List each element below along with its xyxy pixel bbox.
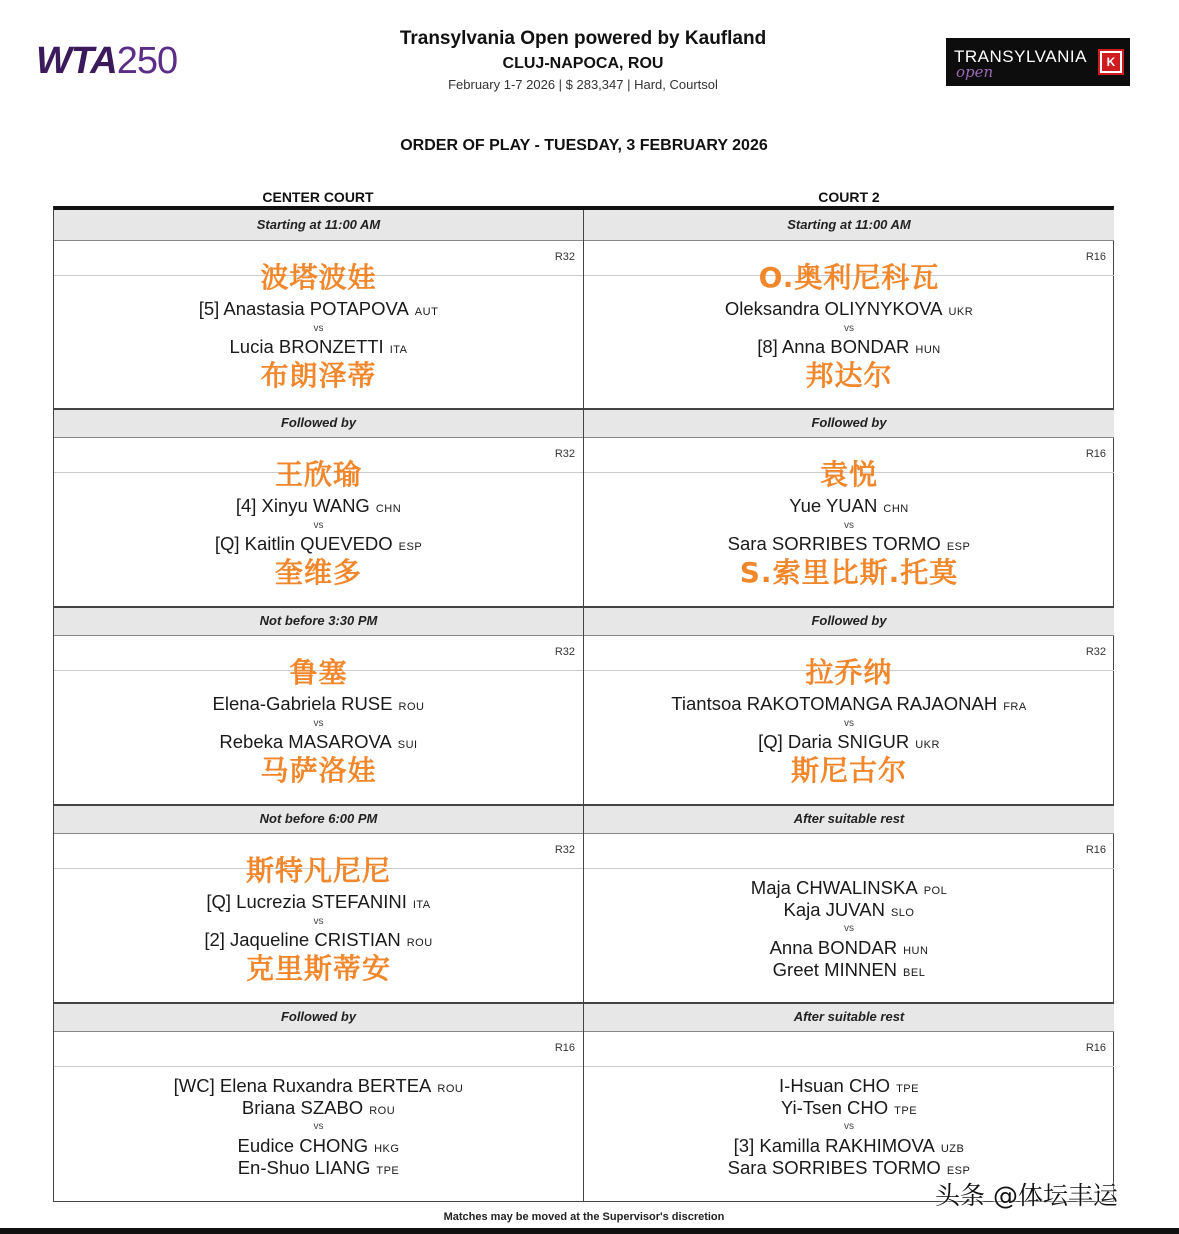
- player-line: [54, 731, 583, 756]
- match-block: [584, 606, 1114, 804]
- round-label: R16: [1085, 251, 1106, 263]
- chinese-name-bottom: 邦达尔: [805, 359, 893, 392]
- court-title-center: CENTER COURT: [262, 189, 374, 205]
- nationality-code: ROU: [398, 701, 425, 713]
- chinese-name-bottom: 斯尼古尔: [790, 754, 907, 787]
- watermark: 头条 @体坛丰运: [935, 1181, 1118, 1210]
- nationality-code: ITA: [412, 899, 431, 911]
- round-label: R16: [1085, 844, 1106, 856]
- player-name: Kaja JUVAN: [783, 899, 885, 920]
- match-cell: [54, 1032, 583, 1200]
- player-line: [54, 929, 583, 954]
- nationality-code: ESP: [398, 541, 423, 553]
- logo-transylvania-text: TRANSYLVANIA: [954, 47, 1087, 66]
- player-line: [54, 336, 583, 361]
- nationality-code: TPE: [376, 1165, 400, 1177]
- nationality-code: ESP: [946, 541, 971, 553]
- order-of-play-title: ORDER OF PLAY - TUESDAY, 3 FEBRUARY 2026: [400, 137, 768, 154]
- bottom-bar: [0, 1228, 1179, 1234]
- logo-open-script: open: [956, 63, 994, 81]
- chinese-name-bottom: 奎维多: [274, 556, 362, 589]
- match-cell: [584, 1032, 1114, 1200]
- match-block: [54, 606, 583, 804]
- player-name: Sara SORRIBES TORMO: [727, 533, 941, 554]
- chinese-name-top: 鲁塞: [289, 656, 348, 689]
- chinese-name-top: 波塔波娃: [260, 261, 377, 294]
- player-line: [584, 693, 1114, 718]
- vs-label: vs: [844, 923, 854, 934]
- nationality-code: TPE: [896, 1083, 919, 1095]
- player-name: Yue YUAN: [789, 495, 878, 516]
- player-name: Briana SZABO: [241, 1097, 364, 1118]
- player-line: [584, 899, 1114, 924]
- round-label: R16: [1085, 448, 1106, 460]
- vs-label: vs: [844, 1121, 854, 1132]
- nationality-code: HUN: [915, 344, 941, 356]
- nationality-code: UKR: [915, 739, 940, 751]
- round-label: R32: [554, 448, 575, 460]
- match-block: [584, 1002, 1114, 1200]
- match-cell: [584, 438, 1114, 606]
- match-block: [54, 210, 583, 408]
- nationality-code: ROU: [437, 1083, 464, 1095]
- player-line: [584, 336, 1114, 361]
- nationality-code: ESP: [946, 1165, 971, 1177]
- player-name: Anna BONDAR: [769, 937, 898, 958]
- match-block: [584, 408, 1114, 606]
- wta-logo-text: WTA: [36, 40, 117, 82]
- match-cell: [584, 834, 1114, 1002]
- nationality-code: CHN: [883, 503, 909, 515]
- vs-label: vs: [844, 520, 854, 531]
- footer-note: Matches may be moved at the Supervisor's discretion: [443, 1211, 725, 1223]
- player-name: Elena-Gabriela RUSE: [212, 693, 393, 714]
- chinese-name-top: 袁悦: [819, 458, 878, 491]
- player-name: Maja CHWALINSKA: [750, 877, 918, 898]
- player-line: [584, 495, 1114, 520]
- player-name: Tiantsoa RAKOTOMANGA RAJAONAH: [671, 693, 998, 714]
- match-time-band: Followed by: [584, 606, 1114, 636]
- match-time-band: Followed by: [54, 408, 583, 438]
- nationality-code: HUN: [903, 945, 929, 957]
- chinese-name-top: O.奥利尼科瓦: [758, 261, 940, 294]
- player-line: [584, 731, 1114, 756]
- round-label: R32: [554, 646, 575, 658]
- player-name: Yi-Tsen CHO: [780, 1097, 889, 1118]
- tournament-location: CLUJ-NAPOCA, ROU: [502, 55, 664, 72]
- round-divider: [54, 1066, 583, 1067]
- chinese-name-top: 拉乔纳: [805, 656, 893, 689]
- match-time-band: Followed by: [54, 1002, 583, 1032]
- court2-column: [584, 210, 1114, 1201]
- player-name: [Q] Kaitlin QUEVEDO: [214, 533, 393, 554]
- round-label: R16: [1085, 1042, 1106, 1054]
- match-block: [54, 804, 583, 1002]
- vs-label: vs: [313, 323, 324, 334]
- match-time-band: Starting at 11:00 AM: [54, 210, 583, 241]
- chinese-name-bottom: 马萨洛娃: [260, 754, 377, 787]
- player-line: [584, 533, 1114, 558]
- nationality-code: ROU: [406, 937, 433, 949]
- vs-label: vs: [313, 520, 324, 531]
- round-label: R16: [554, 1042, 575, 1054]
- tournament-header: [330, 26, 836, 94]
- player-name: [2] Jaqueline CRISTIAN: [204, 929, 401, 950]
- nationality-code: CHN: [375, 503, 402, 515]
- nationality-code: ITA: [389, 344, 408, 356]
- center-court-column: [54, 210, 584, 1201]
- chinese-name-bottom: 布朗泽蒂: [260, 359, 377, 392]
- match-cell: [54, 438, 583, 606]
- match-block: [584, 210, 1114, 408]
- vs-label: vs: [313, 916, 324, 927]
- player-line: [54, 693, 583, 718]
- vs-label: vs: [313, 718, 324, 729]
- player-name: [5] Anastasia POTAPOVA: [198, 298, 409, 319]
- player-name: Greet MINNEN: [772, 959, 898, 980]
- player-line: [54, 1157, 583, 1182]
- nationality-code: AUT: [414, 306, 439, 318]
- nationality-code: SLO: [890, 907, 915, 919]
- player-line: [54, 533, 583, 558]
- player-name: Sara SORRIBES TORMO: [727, 1157, 941, 1178]
- round-divider: [584, 1066, 1114, 1067]
- tournament-details: February 1-7 2026 | $ 283,347 | Hard, Courtsol: [448, 77, 718, 92]
- nationality-code: SUI: [397, 739, 418, 751]
- wta-logo-number: 250: [116, 40, 178, 82]
- player-name: En-Shuo LIANG: [237, 1157, 371, 1178]
- player-name: I-Hsuan CHO: [779, 1075, 891, 1096]
- player-name: [Q] Lucrezia STEFANINI: [206, 891, 407, 912]
- round-label: R32: [554, 251, 575, 263]
- kaufland-k-icon: K: [1102, 53, 1120, 71]
- match-time-band: Not before 6:00 PM: [54, 804, 583, 834]
- vs-label: vs: [313, 1121, 324, 1132]
- match-time-band: Not before 3:30 PM: [54, 606, 583, 636]
- player-line: [54, 1097, 583, 1122]
- player-line: [54, 298, 583, 323]
- wta-250-logo: [36, 40, 177, 83]
- vs-label: vs: [844, 323, 854, 334]
- match-cell: [54, 636, 583, 804]
- match-block: [584, 804, 1114, 1002]
- chinese-name-bottom: 克里斯蒂安: [245, 952, 391, 985]
- schedule-grid: [53, 206, 1114, 1202]
- court-title-court2: COURT 2: [818, 189, 880, 205]
- vs-label: vs: [844, 718, 854, 729]
- player-name: Lucia BRONZETTI: [229, 336, 384, 357]
- nationality-code: ROU: [369, 1105, 396, 1117]
- player-name: Oleksandra OLIYNYKOVA: [724, 298, 943, 319]
- nationality-code: UZB: [940, 1143, 965, 1155]
- tournament-title: Transylvania Open powered by Kaufland: [399, 28, 767, 49]
- player-name: [Q] Daria SNIGUR: [758, 731, 910, 752]
- match-time-band: Followed by: [584, 408, 1114, 438]
- player-name: Eudice CHONG: [237, 1135, 369, 1156]
- round-label: R32: [1085, 646, 1106, 658]
- player-line: [584, 1097, 1114, 1122]
- match-time-band: After suitable rest: [584, 804, 1114, 834]
- kaufland-logo: [1098, 49, 1124, 75]
- player-name: [8] Anna BONDAR: [757, 336, 910, 357]
- nationality-code: BEL: [903, 967, 926, 979]
- nationality-code: FRA: [1003, 701, 1027, 713]
- round-label: R32: [554, 844, 575, 856]
- player-line: [54, 891, 583, 916]
- nationality-code: UKR: [948, 306, 974, 318]
- match-cell: [584, 636, 1114, 804]
- match-cell: [54, 241, 583, 409]
- player-name: Rebeka MASAROVA: [219, 731, 392, 752]
- player-name: [WC] Elena Ruxandra BERTEA: [173, 1075, 432, 1096]
- match-cell: [54, 834, 583, 1002]
- match-time-band: Starting at 11:00 AM: [584, 210, 1114, 241]
- player-name: [3] Kamilla RAKHIMOVA: [733, 1135, 935, 1156]
- player-line: [584, 959, 1114, 984]
- chinese-name-bottom: S.索里比斯.托莫: [739, 556, 959, 589]
- player-line: [584, 298, 1114, 323]
- player-line: [54, 495, 583, 520]
- chinese-name-top: 斯特凡尼尼: [245, 854, 391, 887]
- match-block: [54, 1002, 583, 1200]
- match-time-band: After suitable rest: [584, 1002, 1114, 1032]
- player-name: [4] Xinyu WANG: [235, 495, 370, 516]
- nationality-code: TPE: [894, 1105, 918, 1117]
- round-divider: [584, 868, 1114, 869]
- match-cell: [584, 241, 1114, 409]
- transylvania-open-logo: [946, 38, 1130, 86]
- match-block: [54, 408, 583, 606]
- nationality-code: HKG: [374, 1143, 400, 1155]
- chinese-name-top: 王欣瑜: [274, 458, 362, 491]
- nationality-code: POL: [923, 885, 948, 897]
